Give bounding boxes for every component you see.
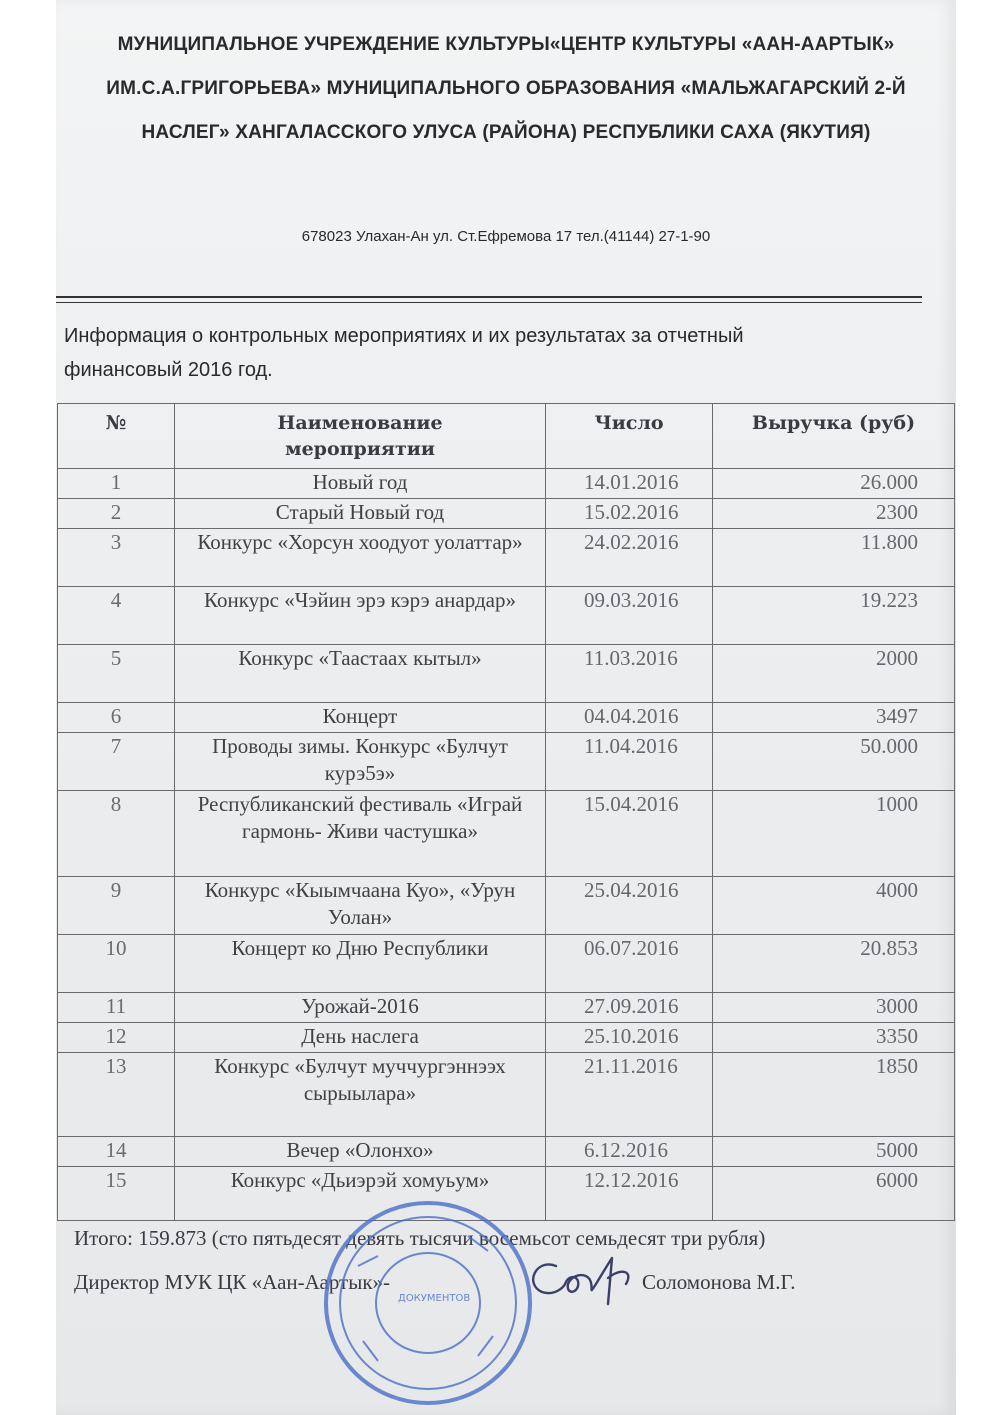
row-number: 8 bbox=[58, 791, 175, 877]
event-name: Республиканский фестиваль «Играй гармонь- Живи частушка» bbox=[175, 791, 546, 877]
row-number: 4 bbox=[58, 587, 175, 645]
row-number: 10 bbox=[58, 935, 175, 993]
header-divider bbox=[56, 296, 922, 298]
table-row bbox=[58, 469, 955, 499]
event-date: 12.12.2016 bbox=[546, 1167, 713, 1221]
org-address: 678023 Улахан-Ан ул. Ст.Ефремова 17 тел.(41144) 27-1-90 bbox=[301, 228, 711, 245]
event-date: 25.10.2016 bbox=[546, 1023, 713, 1053]
event-date: 14.01.2016 bbox=[546, 469, 713, 499]
event-revenue: 19.223 bbox=[713, 587, 955, 645]
table-row bbox=[58, 587, 955, 645]
event-revenue: 1000 bbox=[713, 791, 955, 877]
event-revenue: 1850 bbox=[713, 1053, 955, 1137]
col-header-event-name: Наименование мероприятии bbox=[175, 404, 546, 469]
event-name: Урожай-2016 bbox=[175, 993, 546, 1023]
event-name: Концерт bbox=[175, 703, 546, 733]
row-number: 5 bbox=[58, 645, 175, 703]
row-number: 15 bbox=[58, 1167, 175, 1221]
event-revenue: 5000 bbox=[713, 1137, 955, 1167]
table-row bbox=[58, 1053, 955, 1137]
event-revenue: 2000 bbox=[713, 645, 955, 703]
event-revenue: 20.853 bbox=[713, 935, 955, 993]
director-name: Соломонова М.Г. bbox=[642, 1270, 796, 1294]
event-name: Конкурс «Таастаах кытыл» bbox=[175, 645, 546, 703]
event-date: 6.12.2016 bbox=[546, 1137, 713, 1167]
event-name: День наслега bbox=[175, 1023, 546, 1053]
event-revenue: 50.000 bbox=[713, 733, 955, 791]
handwritten-signature bbox=[516, 1244, 686, 1314]
table-row bbox=[58, 733, 955, 791]
event-date: 15.02.2016 bbox=[546, 499, 713, 529]
event-revenue: 26.000 bbox=[713, 469, 955, 499]
table-row bbox=[58, 499, 955, 529]
table-row bbox=[58, 1023, 955, 1053]
row-number: 11 bbox=[58, 993, 175, 1023]
report-intro-line-2: финансовый 2016 год. bbox=[64, 359, 273, 381]
table-row bbox=[58, 645, 955, 703]
event-name: Проводы зимы. Конкурс «Булчут курэ5э» bbox=[175, 733, 546, 791]
event-date: 04.04.2016 bbox=[546, 703, 713, 733]
event-name: Новый год bbox=[175, 469, 546, 499]
table-row bbox=[58, 935, 955, 993]
event-date: 24.02.2016 bbox=[546, 529, 713, 587]
event-name: Конкурс «Булчут муччургэннээх сырыылара» bbox=[175, 1053, 546, 1137]
table-row bbox=[58, 529, 955, 587]
report-intro-line-1: Информация о контрольных мероприятиях и их результатах за отчетный bbox=[64, 325, 744, 347]
table-header-row bbox=[58, 404, 955, 469]
header-divider-thin bbox=[56, 302, 922, 303]
event-name: Концерт ко Дню Республики bbox=[175, 935, 546, 993]
event-name: Конкурс «Чэйин эрэ кэрэ анардар» bbox=[175, 587, 546, 645]
event-date: 11.03.2016 bbox=[546, 645, 713, 703]
col-header-date: Число bbox=[546, 404, 713, 469]
director-title: Директор МУК ЦК «Аан-Аартык»- bbox=[74, 1270, 391, 1294]
official-stamp bbox=[318, 1196, 538, 1411]
event-date: 15.04.2016 bbox=[546, 791, 713, 877]
event-name: Конкурс «Дьиэрэй хомуьум» bbox=[175, 1167, 546, 1221]
org-header-line-3: НАСЛЕГ» ХАНГАЛАССКОГО УЛУСА (РАЙОНА) РЕСПУБЛИКИ САХА (ЯКУТИЯ) bbox=[141, 122, 871, 143]
row-number: 6 bbox=[58, 703, 175, 733]
event-revenue: 6000 bbox=[713, 1167, 955, 1221]
event-name: Старый Новый год bbox=[175, 499, 546, 529]
row-number: 14 bbox=[58, 1137, 175, 1167]
row-number: 12 bbox=[58, 1023, 175, 1053]
event-revenue: 11.800 bbox=[713, 529, 955, 587]
row-number: 3 bbox=[58, 529, 175, 587]
table-row bbox=[58, 791, 955, 877]
event-revenue: 3000 bbox=[713, 993, 955, 1023]
event-name: Конкурс «Кыымчаана Куо», «Урун Уолан» bbox=[175, 877, 546, 935]
total-line: Итого: 159.873 (сто пятьдесят девять тысячи восемьсот семьдесят три рубля) bbox=[74, 1226, 766, 1250]
col-header-revenue: Выручка (руб) bbox=[713, 404, 955, 469]
row-number: 7 bbox=[58, 733, 175, 791]
row-number: 13 bbox=[58, 1053, 175, 1137]
table-row bbox=[58, 993, 955, 1023]
event-date: 11.04.2016 bbox=[546, 733, 713, 791]
event-name: Конкурс «Хорсун хоодуот уолаттар» bbox=[175, 529, 546, 587]
stamp-text: ДОКУМЕНТОВ bbox=[398, 1293, 471, 1304]
org-header-line-2: ИМ.С.А.ГРИГОРЬЕВА» МУНИЦИПАЛЬНОГО ОБРАЗОВАНИЯ «МАЛЬЖАГАРСКИЙ 2-Й bbox=[106, 78, 906, 99]
table-row bbox=[58, 1137, 955, 1167]
row-number: 2 bbox=[58, 499, 175, 529]
table-row bbox=[58, 877, 955, 935]
row-number: 9 bbox=[58, 877, 175, 935]
event-revenue: 3350 bbox=[713, 1023, 955, 1053]
row-number: 1 bbox=[58, 469, 175, 499]
col-header-number: № bbox=[58, 404, 175, 469]
event-date: 25.04.2016 bbox=[546, 877, 713, 935]
event-revenue: 2300 bbox=[713, 499, 955, 529]
event-date: 21.11.2016 bbox=[546, 1053, 713, 1137]
event-revenue: 3497 bbox=[713, 703, 955, 733]
event-revenue: 4000 bbox=[713, 877, 955, 935]
event-date: 27.09.2016 bbox=[546, 993, 713, 1023]
document-page bbox=[56, 0, 956, 1415]
event-date: 09.03.2016 bbox=[546, 587, 713, 645]
event-date: 06.07.2016 bbox=[546, 935, 713, 993]
org-header-line-1: МУНИЦИПАЛЬНОЕ УЧРЕЖДЕНИЕ КУЛЬТУРЫ«ЦЕНТР КУЛЬТУРЫ «ААН-ААРТЫК» bbox=[117, 34, 895, 55]
table-row bbox=[58, 703, 955, 733]
event-name: Вечер «Олонхо» bbox=[175, 1137, 546, 1167]
events-table bbox=[57, 403, 955, 1221]
